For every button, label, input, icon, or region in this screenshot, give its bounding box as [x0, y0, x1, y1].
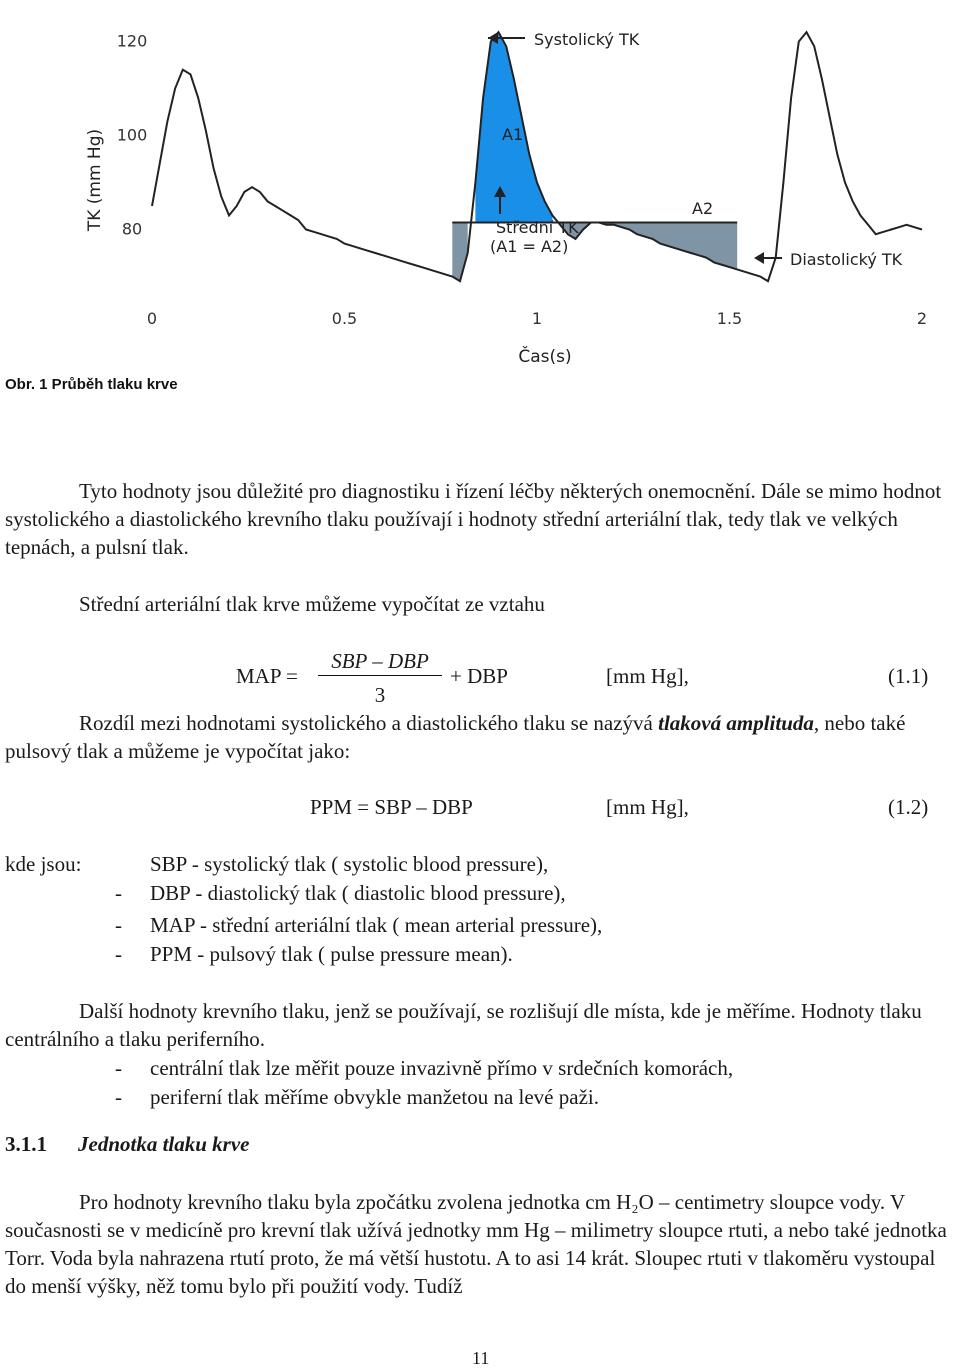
figure-caption: Obr. 1 Průběh tlaku krve — [5, 376, 178, 393]
definition-dash: - — [115, 942, 122, 966]
amplitude-term: tlaková amplituda — [658, 711, 814, 735]
amplitude-text-a: Rozdíl mezi hodnotami systolického a diastolického tlaku se nazývá — [79, 711, 659, 735]
formula-ppm-number: (1.2) — [888, 795, 929, 819]
formula-map-denominator: 3 — [374, 683, 386, 707]
bullet-dash: - — [115, 1056, 122, 1080]
svg-text:Systolický TK: Systolický TK — [534, 30, 640, 49]
bullet-item: centrální tlak lze měřit pouze invazivně přímo v srdečních komorách, — [150, 1056, 734, 1080]
formula-map-unit: [mm Hg], — [606, 664, 689, 688]
page-number: 11 — [472, 1348, 490, 1368]
x-tick-label: 1 — [531, 309, 543, 328]
y-tick-label: 120 — [116, 31, 148, 51]
definition-item: SBP - systolický tlak ( systolic blood pressure), — [150, 852, 549, 876]
section-title: Jednotka tlaku krve — [78, 1132, 250, 1156]
svg-text:Střední TK: Střední TK — [496, 218, 579, 237]
formula-ppm-unit: [mm Hg], — [606, 795, 689, 819]
x-tick-label: 1.5 — [716, 309, 743, 328]
x-tick-label: 0 — [146, 309, 158, 328]
bullet-dash: - — [115, 1085, 122, 1109]
section-number: 3.1.1 — [5, 1132, 47, 1156]
paragraph-intro: Tyto hodnoty jsou důležité pro diagnostiku i řízení léčby některých onemocnění. Dále se mimo hodnot systolického a diastolického krevního tlaku používají i hodnoty střední arteriální tlak, tedy tlak ve velkých tepnách, a pulsní tlak. — [5, 479, 942, 559]
fraction-bar — [318, 675, 442, 676]
x-tick-label: 0.5 — [331, 309, 358, 328]
y-axis-label: TK (mm Hg) — [85, 128, 105, 232]
bullet-item: periferní tlak měříme obvykle manžetou na levé paži. — [150, 1085, 599, 1109]
area-a1-label: A1 — [502, 125, 524, 144]
amplitude-text-c: , nebo také pulsový tlak a můžeme je vypočítat jako: — [5, 711, 906, 763]
y-tick-label: 80 — [121, 219, 143, 239]
formula-ppm-expr: PPM = SBP – DBP — [310, 795, 473, 819]
blood-pressure-chart — [60, 0, 960, 375]
formula-map-numerator: SBP – DBP — [331, 649, 429, 673]
definition-dash: - — [115, 913, 122, 937]
paragraph-amplitude — [5, 709, 960, 765]
formula-map-number: (1.1) — [888, 664, 929, 688]
x-tick-label: 2 — [916, 309, 928, 328]
definition-dash: - — [115, 881, 122, 905]
definitions-lead: kde jsou: — [5, 852, 82, 876]
svg-text:(A1 = A2): (A1 = A2) — [490, 237, 569, 256]
x-axis-label: Čas(s) — [518, 347, 572, 367]
area-a2-label: A2 — [692, 199, 714, 218]
definition-item: PPM - pulsový tlak ( pulse pressure mean). — [150, 942, 513, 966]
area-a2 — [560, 222, 737, 269]
systolic-annotation — [488, 30, 640, 49]
formula-map-lhs: MAP = — [236, 664, 298, 688]
paragraph-other-values: Další hodnoty krevního tlaku, jenž se používají, se rozlišují dle místa, kde je měříme. Hodnoty tlaku centrálního a tlaku periferního. — [5, 999, 922, 1051]
definition-item: MAP - střední arteriální tlak ( mean arterial pressure), — [150, 913, 603, 937]
paragraph-units: Pro hodnoty krevního tlaku byla zpočátku zvolena jednotka cm H₂O – centimetry sloupce vody. V současnosti se v medicíně pro krevní tlak užívá jednotky mm Hg – milimetry sloupce rtuti, a nebo také jednotka Torr. Voda byla nahrazena rtutí proto, že má větší hustotu. A to asi 14 krát. Sloupec rtuti v tlakoměru vystoupal do menší výšky, něž tomu bylo při použití vody. Tudíž — [5, 1190, 947, 1298]
definition-item: DBP - diastolický tlak ( diastolic blood pressure), — [150, 881, 566, 905]
paragraph-map-intro: Střední arteriální tlak krve můžeme vypočítat ze vztahu — [79, 592, 545, 616]
svg-text:Diastolický TK: Diastolický TK — [790, 250, 903, 269]
formula-map-rhs: + DBP — [450, 664, 508, 688]
area-a2 — [452, 222, 467, 281]
y-tick-label: 100 — [116, 125, 148, 145]
